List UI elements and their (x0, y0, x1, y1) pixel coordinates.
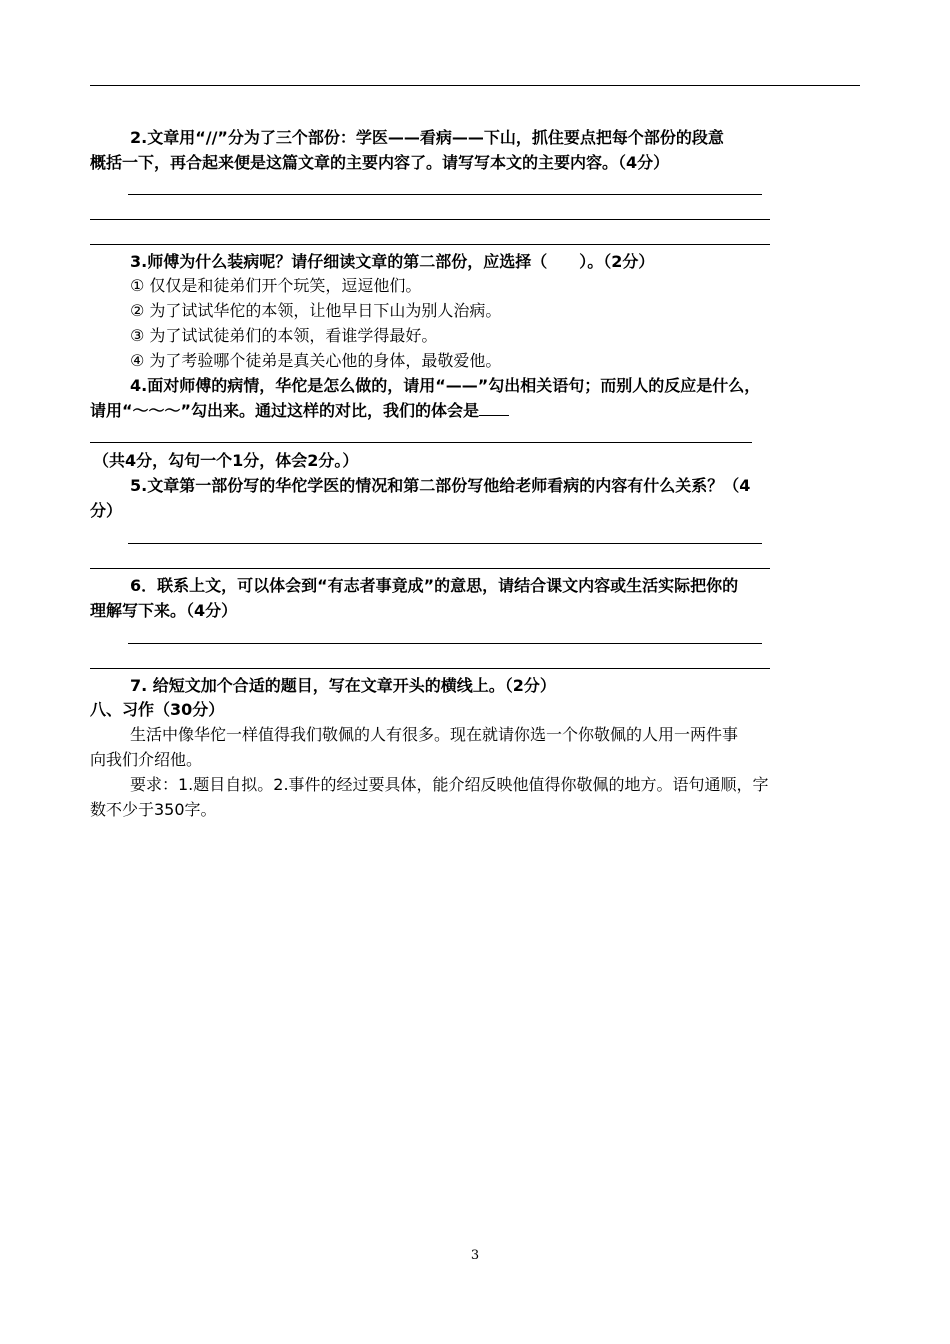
q6-line1: 6．联系上文，可以体会到“有志者事竟成”的意思，请结合课文内容或生活实际把你的 (130, 576, 739, 595)
section8-heading: 八、习作（30分） (90, 700, 225, 719)
q6-line2: 理解写下来。（4分） (90, 601, 238, 620)
answer-line (90, 442, 752, 443)
page-number: 3 (470, 1248, 480, 1263)
q3-stem: 3.师傅为什么装病呢？请仔细读文章的第二部份，应选择（ ）。（2分） (130, 252, 655, 271)
answer-line (128, 643, 762, 644)
fill-blank (479, 399, 509, 416)
answer-line (128, 543, 762, 544)
q4-line1: 4.面对师傅的病情，华佗是怎么做的，请用“——”勾出相关语句；而别人的反应是什么， (130, 376, 761, 395)
answer-line (90, 568, 770, 569)
q2-line1: 2.文章用“//”分为了三个部份：学医——看病——下山，抓住要点把每个部份的段意 (130, 128, 724, 147)
q3-option-3: ③ 为了试试徒弟们的本领，看谁学得最好。 (130, 326, 438, 345)
q2-line2: 概括一下，再合起来便是这篇文章的主要内容了。请写写本文的主要内容。（4分） (90, 153, 670, 172)
header-rule (90, 85, 860, 86)
section8-para1-line2: 向我们介绍他。 (90, 750, 203, 769)
q5-line2: 分） (90, 501, 123, 520)
q3-option-2: ② 为了试试华佗的本领，让他早日下山为别人治病。 (130, 301, 502, 320)
q3-option-1: ① 仅仅是和徒弟们开个玩笑，逗逗他们。 (130, 276, 422, 295)
section8-para1-line1: 生活中像华佗一样值得我们敬佩的人有很多。现在就请你选一个你敬佩的人用一两件事 (130, 725, 739, 744)
q7-text: 7. 给短文加个合适的题目，写在文章开头的横线上。（2分） (130, 676, 556, 695)
answer-line (90, 244, 770, 245)
section8-req-line2: 数不少于350字。 (90, 800, 217, 819)
q4-score-note: （共4分，勾句一个1分，体会2分。） (93, 451, 359, 470)
q5-line1: 5.文章第一部份写的华佗学医的情况和第二部份写他给老师看病的内容有什么关系？（4 (130, 476, 751, 495)
answer-line (90, 219, 770, 220)
answer-line (90, 668, 770, 669)
section8-req-line1: 要求：1.题目自拟。2.事件的经过要具体，能介绍反映他值得你敬佩的地方。语句通顺，字 (130, 775, 769, 794)
q3-option-4: ④ 为了考验哪个徒弟是真关心他的身体，最敬爱他。 (130, 351, 502, 370)
q4-line2: 请用“～～～”勾出来。通过这样的对比，我们的体会是 (90, 399, 509, 423)
answer-line (128, 194, 762, 195)
